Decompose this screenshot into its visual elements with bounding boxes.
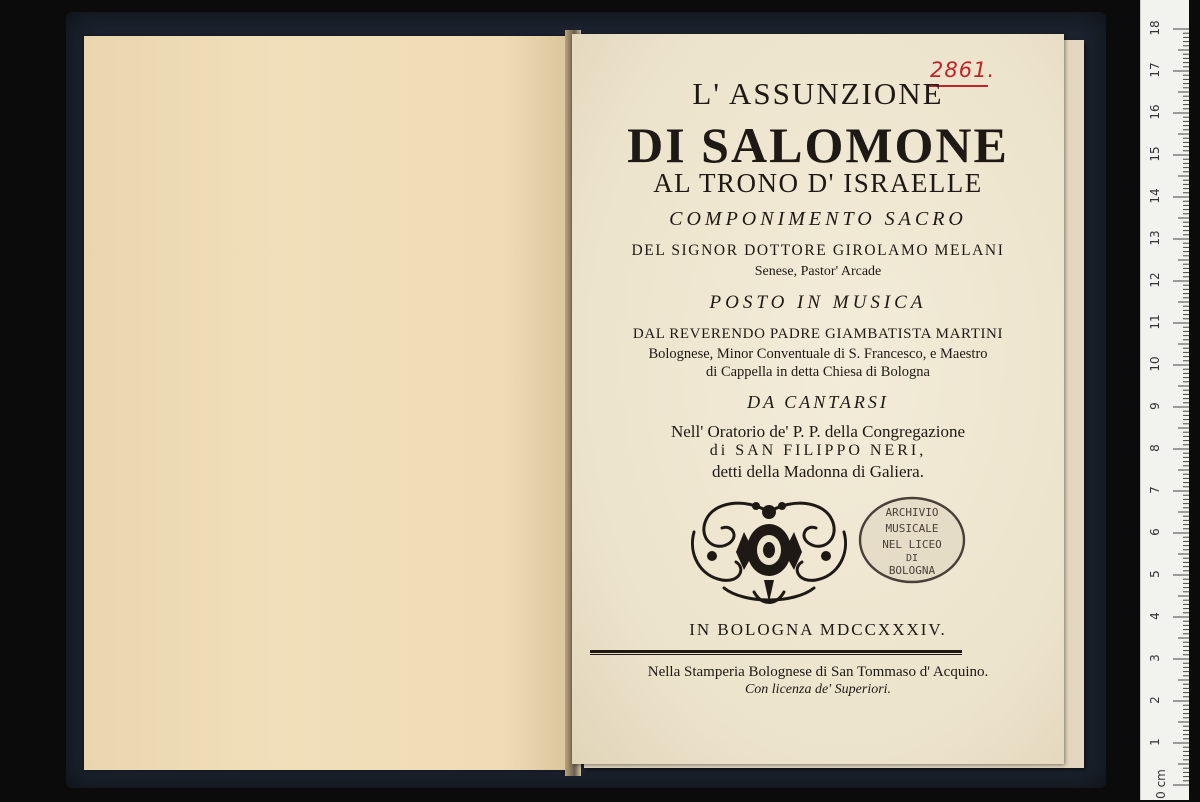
ruler-label: 18 (1148, 20, 1162, 36)
ruler-label: 14 (1148, 188, 1162, 204)
ruler-label: 11 (1148, 314, 1162, 330)
license-line: Con licenza de' Superiori. (744, 682, 892, 697)
double-rule-thin (590, 654, 962, 655)
ruler-label: 13 (1148, 230, 1162, 246)
title-page (572, 34, 1064, 764)
stamp-line-5: BOLOGNA (888, 564, 936, 577)
composer-description-2: di Cappella in detta Chiesa di Bologna (706, 364, 930, 380)
venue-line-3: detti della Madonna di Galiera. (712, 462, 924, 481)
stamp-line-4: DI (905, 553, 919, 564)
venue-line-1: Nell' Oratorio de' P. P. della Congregazione (670, 422, 966, 441)
left-endpaper (84, 36, 574, 770)
main-title: DI SALOMONE (627, 117, 1009, 173)
author-line: DEL SIGNOR DOTTORE GIROLAMO MELANI (631, 242, 1005, 259)
stamp-line-2: MUSICALE (885, 522, 939, 535)
ruler-label: 10 (1148, 356, 1162, 372)
ruler-label: 12 (1148, 272, 1162, 288)
ruler-label: 1 (1148, 738, 1162, 746)
measuring-ruler (1140, 0, 1189, 800)
music-line: POSTO IN MUSICA (709, 292, 927, 313)
ruler-label: 5 (1148, 570, 1162, 578)
ruler-label: 9 (1148, 402, 1162, 410)
ruler-label: 6 (1148, 528, 1162, 536)
composer-line: DAL REVERENDO PADRE GIAMBATISTA MARTINI (632, 326, 1004, 342)
stamp-line-3: NEL LICEO (882, 538, 942, 551)
ruler-label: 4 (1148, 612, 1162, 620)
title-line-1: L' ASSUNZIONE (692, 76, 944, 111)
ruler-label: 3 (1148, 654, 1162, 662)
ruler-label: 8 (1148, 444, 1162, 452)
printer-ornament-icon (684, 492, 854, 608)
ruler-label: 17 (1148, 62, 1162, 78)
title-line-3: AL TRONO D' ISRAELLE (653, 168, 983, 198)
imprint-line: IN BOLOGNA MDCCXXXIV. (689, 620, 947, 639)
ruler-label: 7 (1148, 486, 1162, 494)
genre-line: COMPONIMENTO SACRO (669, 208, 967, 230)
performance-line: DA CANTARSI (747, 392, 889, 412)
ruler-label: 15 (1148, 146, 1162, 162)
printer-line: Nella Stamperia Bolognese di San Tommaso d' Acquino. (647, 664, 989, 680)
composer-description-1: Bolognese, Minor Conventuale di S. Francesco, e Maestro (648, 346, 988, 362)
venue-line-2: di SAN FILIPPO NERI, (709, 442, 927, 459)
ruler-label: 2 (1148, 696, 1162, 704)
catalog-number: 2861. (930, 58, 996, 82)
library-stamp (856, 494, 968, 591)
stamp-line-1: ARCHIVIO (885, 506, 939, 519)
stamp-oval-icon (856, 494, 968, 586)
double-rule (590, 650, 962, 653)
ruler-label: 0 cm (1154, 769, 1168, 799)
ruler-label: 16 (1148, 104, 1162, 120)
author-description: Senese, Pastor' Arcade (754, 264, 882, 279)
